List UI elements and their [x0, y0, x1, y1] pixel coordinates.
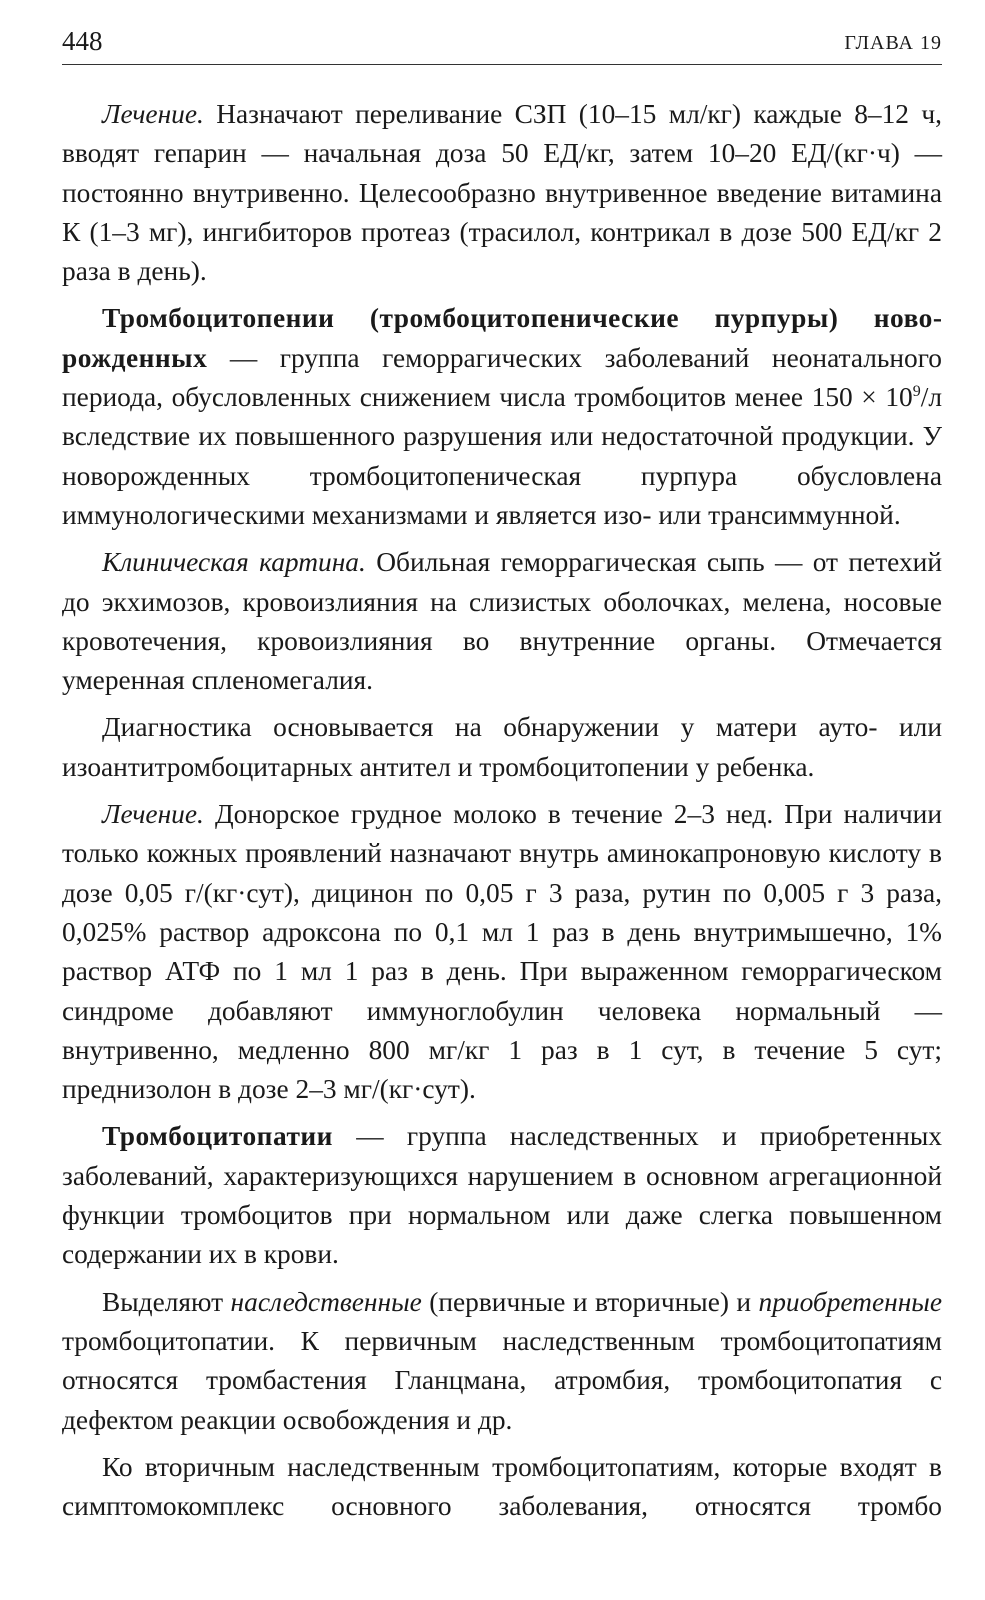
- paragraph-text: (первичные и вторичные) и: [421, 1286, 759, 1317]
- page-body: [62, 95, 942, 1526]
- book-page: [62, 24, 942, 1534]
- term-thrombocytopenia: Тромбоцитопении (тромбоцитопенические пурпуры) новорожденных: [62, 303, 942, 373]
- paragraph-text: тромбоцитопатии. К первичным наследственным тромбоцитопатиям относятся тромбастения Гланцмана, атромбия, тромбоцитопатия с дефектом реакции освобождения и др.: [62, 1325, 942, 1435]
- running-header: [62, 24, 942, 65]
- paragraph-lead: Лечение.: [102, 799, 204, 830]
- superscript-exponent: 9: [912, 383, 921, 401]
- paragraph-thrombocytopenia-definition: [62, 299, 942, 535]
- paragraph-clinical-picture: [62, 543, 942, 700]
- paragraph-lead: Лечение.: [102, 99, 204, 129]
- paragraph-text: Выделяют: [102, 1286, 231, 1317]
- paragraph-text: Донорское грудное молоко в течение 2–3 нед. При наличии только кожных проявлений назначают внутрь аминокапроновую кислоту в дозе 0,05 г/(кг·сут), дицинон по 0,05 г 3 раза, рутин по 0,005 г 3 раза, 0,025% раствор адроксона по 0,1 мл 1 раз в день внутримышечно, 1% раствор АТФ по 1 мл 1 раз в день. При выраженном геморрагическом синдроме добавляют иммуноглобулин человека нормальный — внутривенно, медленно 800 мг/кг 1 раз в 1 сут, в течение 5 сут; преднизолон в дозе 2–3 мг/(кг·сут).: [62, 799, 942, 1105]
- term-thrombocytopathy: Тромбоцитопатии: [102, 1121, 333, 1152]
- chapter-label: ГЛАВА 19: [844, 32, 942, 54]
- paragraph-thrombocytopathy-types: [62, 1283, 942, 1440]
- paragraph-text: — группа геморрагических заболеваний неонатального периода, обусловленных снижением числа тромбоцитов менее 150 × 10: [62, 342, 942, 413]
- paragraph-text: Диагностика основывается на обнаружении у матери ауто- или изоантитромбоцитарных антител и тромбоцитопении у ребенка.: [62, 712, 942, 782]
- paragraph-diagnostics: [62, 708, 942, 787]
- paragraph-text: /л вследствие их повышенного разрушения или недостаточной продукции. У новорожденных тромбоцитопеническая пурпура обусловлена иммунологическими механизмами и является изо- или трансиммунной.: [62, 382, 942, 530]
- emphasis-hereditary: наследственные: [230, 1286, 422, 1317]
- paragraph-treatment-dic: [62, 95, 942, 291]
- paragraph-text: — группа наследственных и приобретенных заболеваний, характеризующихся нарушением в основном агрегационной функции тромбоцитов при нормальном или даже слегка повышенном содержании их в крови.: [62, 1121, 942, 1270]
- paragraph-secondary-hereditary: [62, 1448, 942, 1527]
- paragraph-thrombocytopathy-definition: [62, 1117, 942, 1274]
- paragraph-treatment-thrombocytopenia: [62, 795, 942, 1109]
- paragraph-text: Обильная геморрагическая сыпь — от петехий до экхимозов, кровоизлияния на слизистых оболочках, мелена, носовые кровотечения, кровоизлияния во внутренние органы. Отмечается умеренная спленомегалия.: [62, 547, 942, 696]
- emphasis-acquired: приобретенные: [758, 1286, 943, 1317]
- paragraph-text: Ко вторичным наследственным тромбоцитопатиям, которые входят в симптомокомплекс основного заболевания, относятся тромбо: [62, 1451, 942, 1522]
- paragraph-lead: Клиническая картина.: [102, 547, 366, 578]
- page-number: 448: [62, 26, 103, 56]
- paragraph-text: Назначают переливание СЗП (10–15 мл/кг) каждые 8–12 ч, вводят гепарин — начальная доза 50 ЕД/кг, затем 10–20 ЕД/(кг·ч) — постоянно внутривенно. Целесообразно внутривенное введение витамина К (1–3 мг), ингибиторов протеаз (трасилол, контрикал в дозе 500 ЕД/кг 2 раза в день).: [62, 99, 942, 287]
